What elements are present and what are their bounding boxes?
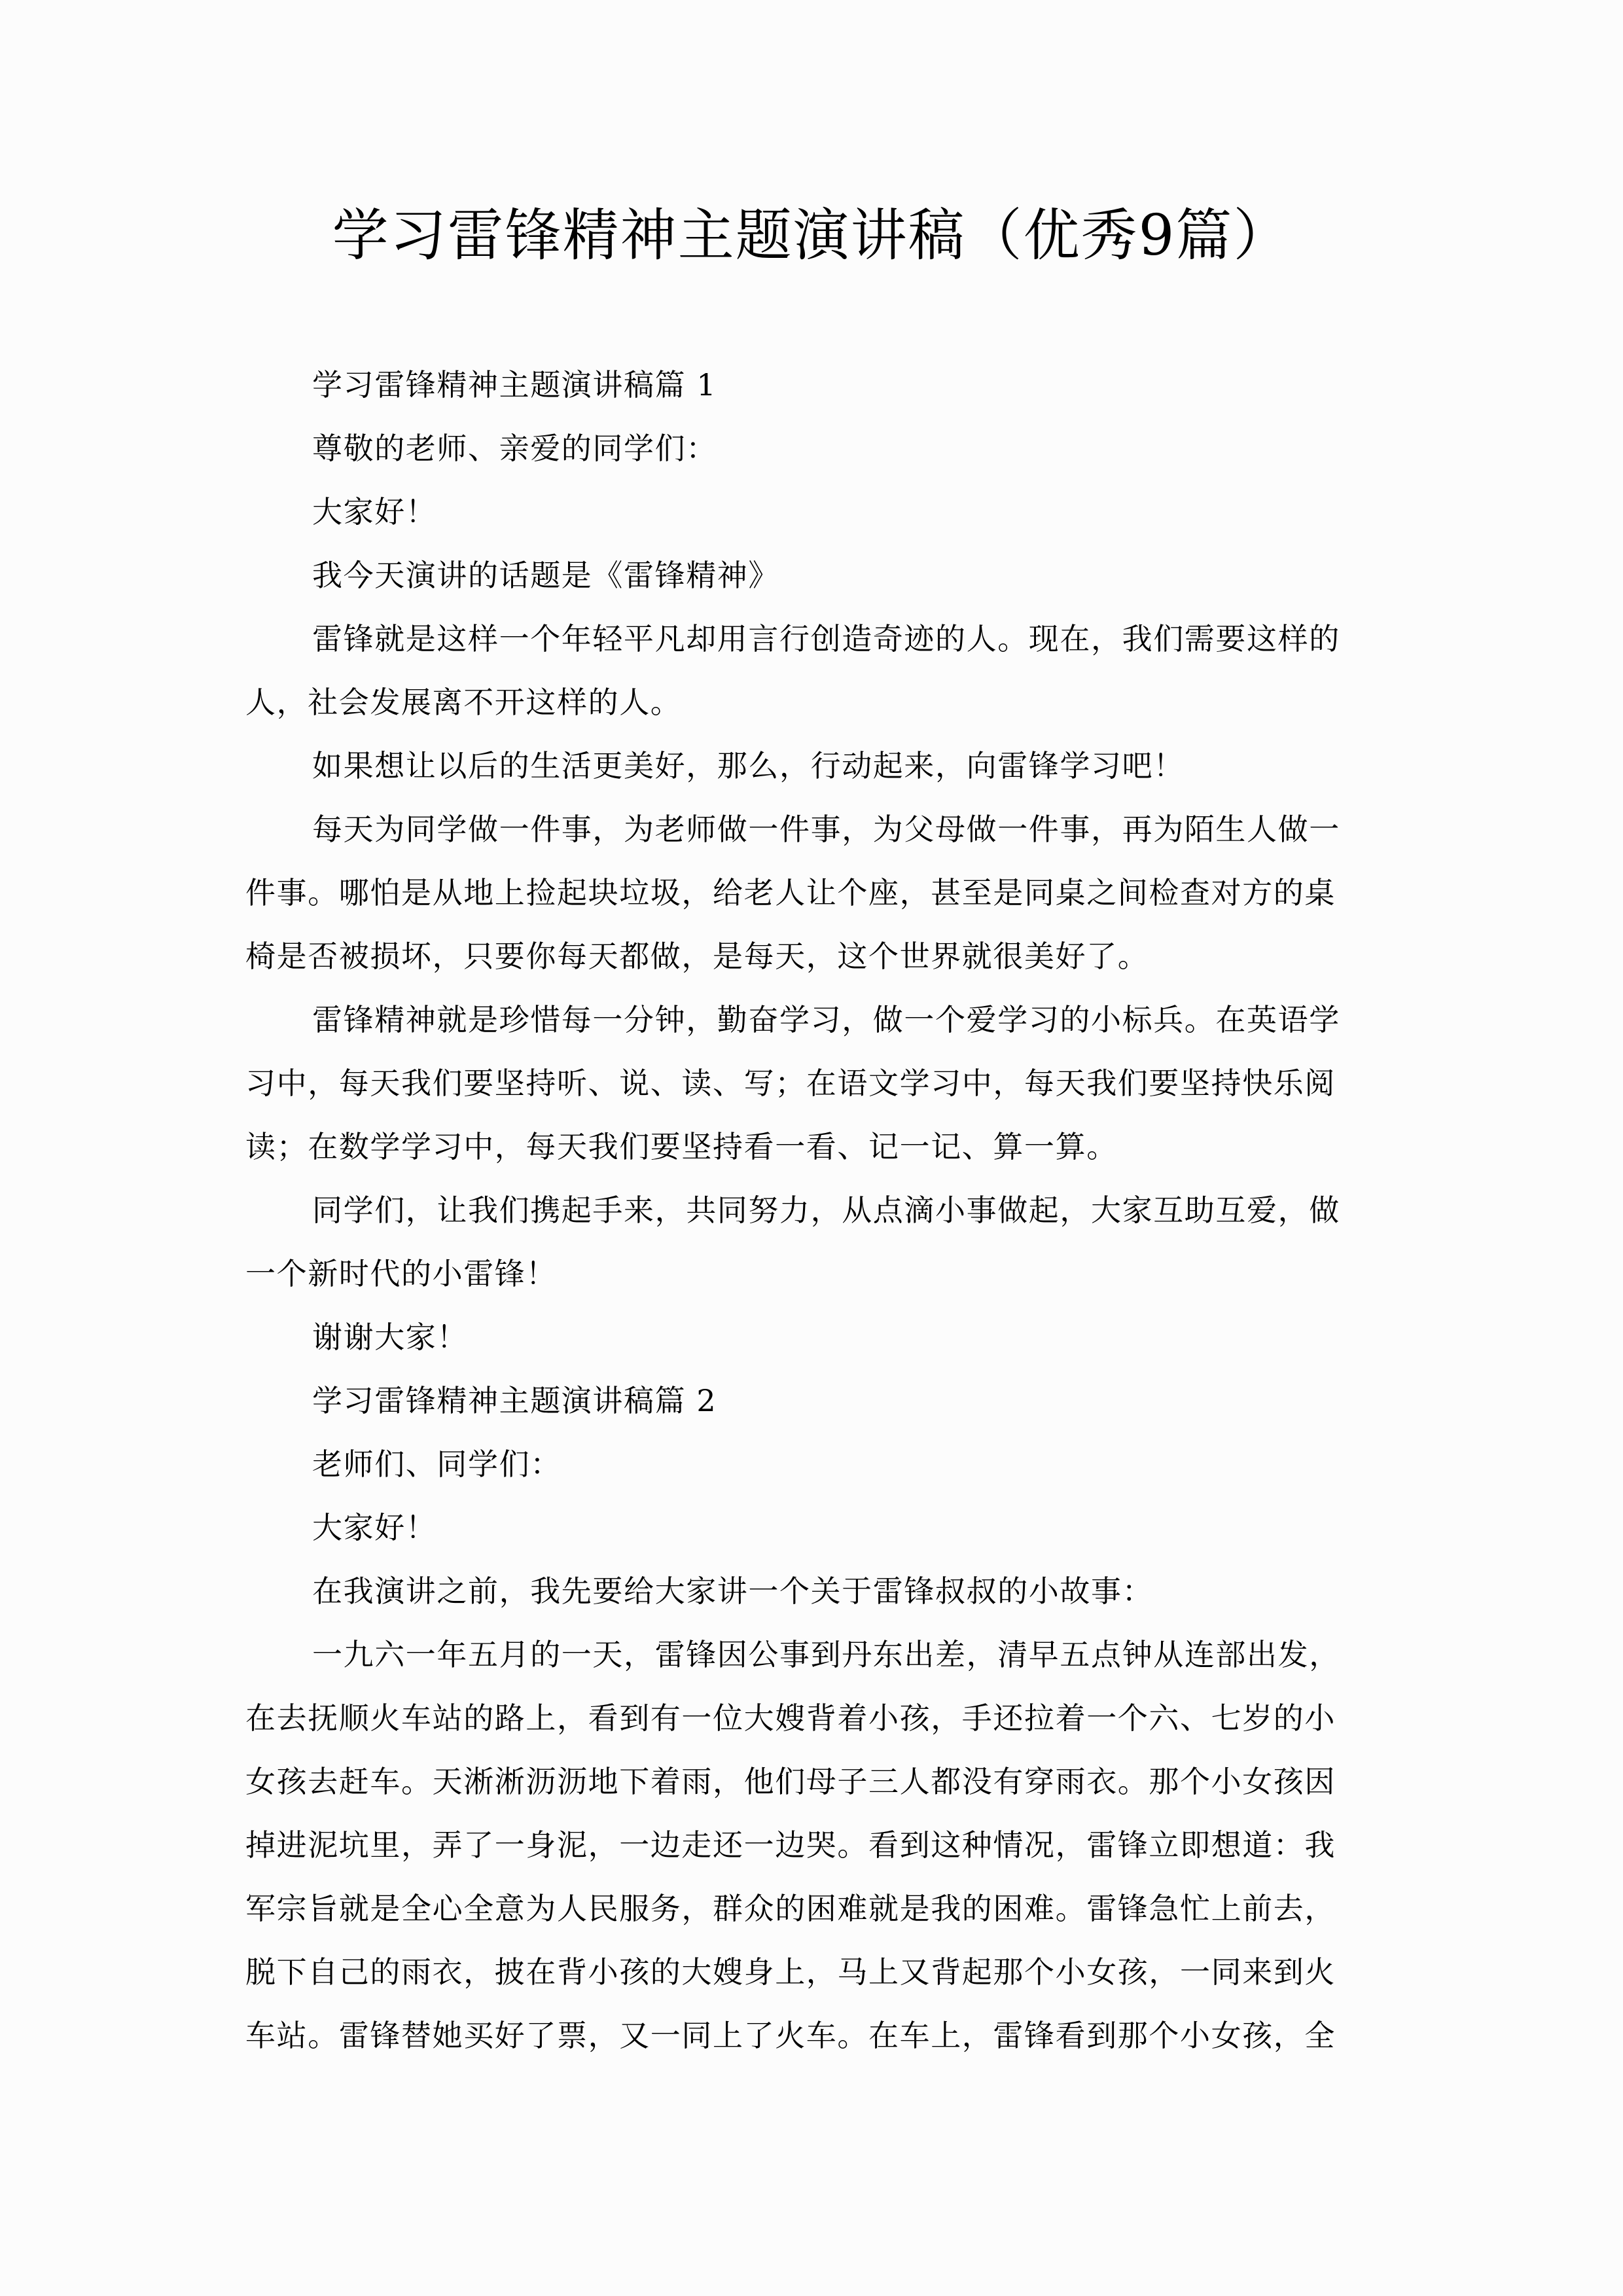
section-heading: 学习雷锋精神主题演讲稿篇 2	[312, 1383, 717, 1418]
paragraph-line: 如果想让以后的生活更美好，那么，行动起来，向雷锋学习吧！	[312, 748, 1185, 783]
paragraph-line: 每天为同学做一件事，为老师做一件事，为父母做一件事，再为陌生人做一	[312, 812, 1340, 847]
paragraph-line: 军宗旨就是全心全意为人民服务，群众的困难就是我的困难。雷锋急忙上前去，	[245, 1891, 1336, 1926]
paragraph-line: 女孩去赶车。天淅淅沥沥地下着雨，他们母子三人都没有穿雨衣。那个小女孩因	[245, 1764, 1336, 1799]
paragraph-line: 谢谢大家！	[312, 1319, 468, 1355]
paragraph-line: 习中，每天我们要坚持听、说、读、写；在语文学习中，每天我们要坚持快乐阅	[245, 1066, 1336, 1101]
section-heading: 学习雷锋精神主题演讲稿篇 1	[312, 367, 717, 403]
paragraph-line: 椅是否被损坏，只要你每天都做，是每天，这个世界就很美好了。	[245, 939, 1149, 974]
paragraph-line: 一个新时代的小雷锋！	[245, 1256, 557, 1291]
paragraph-line: 大家好！	[312, 494, 437, 529]
paragraph-line: 车站。雷锋替她买好了票，又一同上了火车。在车上，雷锋看到那个小女孩，全	[245, 2018, 1336, 2053]
paragraph-line: 在我演讲之前，我先要给大家讲一个关于雷锋叔叔的小故事：	[312, 1573, 1154, 1609]
document-body	[245, 353, 1397, 2068]
paragraph-line: 件事。哪怕是从地上捡起块垃圾，给老人让个座，甚至是同桌之间检查对方的桌	[245, 875, 1336, 910]
paragraph-line: 在去抚顺火车站的路上，看到有一位大嫂背着小孩，手还拉着一个六、七岁的小	[245, 1700, 1336, 1736]
paragraph-line: 脱下自己的雨衣，披在背小孩的大嫂身上，马上又背起那个小女孩，一同来到火	[245, 1954, 1336, 1990]
paragraph-line: 人，社会发展离不开这样的人。	[245, 685, 682, 720]
document-title: 学习雷锋精神主题演讲稿（优秀9篇）	[332, 203, 1291, 268]
paragraph-line: 老师们、同学们：	[312, 1446, 562, 1482]
paragraph-line: 雷锋就是这样一个年轻平凡却用言行创造奇迹的人。现在，我们需要这样的	[312, 621, 1340, 656]
paragraph-line: 一九六一年五月的一天，雷锋因公事到丹东出差，清早五点钟从连部出发，	[312, 1637, 1340, 1672]
paragraph-line: 尊敬的老师、亲爱的同学们：	[312, 431, 717, 466]
paragraph-line: 雷锋精神就是珍惜每一分钟，勤奋学习，做一个爱学习的小标兵。在英语学	[312, 1002, 1340, 1037]
paragraph-line: 大家好！	[312, 1510, 437, 1545]
paragraph-line: 掉进泥坑里，弄了一身泥，一边走还一边哭。看到这种情况，雷锋立即想道：我	[245, 1827, 1336, 1863]
paragraph-line: 读；在数学学习中，每天我们要坚持看一看、记一记、算一算。	[245, 1129, 1118, 1164]
paragraph-line: 我今天演讲的话题是《雷锋精神》	[312, 558, 779, 593]
paragraph-line: 同学们，让我们携起手来，共同努力，从点滴小事做起，大家互助互爱，做	[312, 1193, 1340, 1228]
